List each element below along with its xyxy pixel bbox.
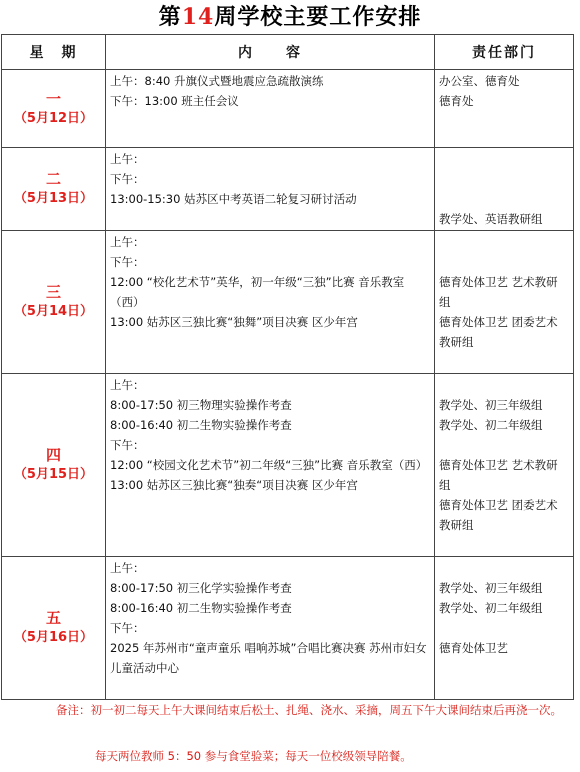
content-line: 下午： bbox=[110, 255, 145, 269]
dept-line: 德育处体卫艺 艺术教研组 bbox=[439, 458, 558, 492]
dept-cell bbox=[435, 148, 574, 231]
content-cell bbox=[106, 148, 435, 231]
dept-line: 教学处、初三年级组 bbox=[439, 581, 543, 595]
table-row bbox=[2, 231, 574, 374]
title-week-number: 14 bbox=[181, 4, 215, 30]
day-cell bbox=[2, 148, 106, 231]
day-cell bbox=[2, 231, 106, 374]
content-line: 8:00-16:40 初二生物实验操作考查 bbox=[110, 418, 292, 432]
dept-line: 德育处 bbox=[439, 94, 474, 108]
title-suffix: 周学校主要工作安排 bbox=[214, 4, 422, 30]
dept-cell bbox=[435, 231, 574, 374]
day-cell bbox=[2, 557, 106, 700]
schedule-table bbox=[1, 34, 574, 700]
content-line: 13:00-15:30 姑苏区中考英语二轮复习研讨活动 bbox=[110, 192, 357, 206]
date-label: （5月13日） bbox=[13, 191, 94, 206]
dept-line bbox=[439, 189, 569, 209]
content-line: 下午： bbox=[110, 438, 145, 452]
content-cell bbox=[106, 557, 435, 700]
dept-line: 教学处、初二年级组 bbox=[439, 601, 543, 615]
weekday-label: 一 bbox=[45, 89, 61, 108]
content-cell bbox=[106, 231, 435, 374]
content-line: 上午： bbox=[110, 378, 145, 392]
content-line: 上午： bbox=[110, 152, 145, 166]
dept-line bbox=[439, 169, 569, 189]
dept-cell bbox=[435, 374, 574, 557]
dept-line: 教学处、初二年级组 bbox=[439, 418, 543, 432]
dept-line bbox=[439, 375, 569, 395]
dept-line bbox=[439, 252, 569, 272]
header-dept: 责任部门 bbox=[435, 35, 574, 70]
dept-line: 教学处、初三年级组 bbox=[439, 398, 543, 412]
weekday-label: 五 bbox=[45, 609, 61, 627]
day-cell bbox=[2, 374, 106, 557]
content-line: 13:00 姑苏区三独比赛“独奏“项目决赛 区少年宫 bbox=[110, 478, 358, 492]
dept-line: 教学处、英语教研组 bbox=[439, 212, 543, 226]
dept-line bbox=[439, 149, 569, 169]
header-day: 星 期 bbox=[2, 35, 106, 70]
content-line: 上午： bbox=[110, 561, 145, 575]
content-line: 13:00 姑苏区三独比赛“独舞”项目决赛 区少年宫 bbox=[110, 315, 358, 329]
content-line: 下午： bbox=[110, 621, 145, 635]
content-line: 下午： bbox=[110, 172, 145, 186]
table-row bbox=[2, 557, 574, 700]
content-line: 8:00-17:50 初三化学实验操作考查 bbox=[110, 581, 292, 595]
content-line: 12:00 “校园文化艺术节”初二年级“三独”比赛 音乐教室（西） bbox=[110, 458, 428, 472]
date-label: （5月15日） bbox=[13, 467, 94, 482]
dept-line: 德育处体卫艺 艺术教研组 bbox=[439, 275, 558, 309]
day-cell bbox=[2, 70, 106, 148]
content-line: 8:00-16:40 初二生物实验操作考查 bbox=[110, 601, 292, 615]
content-line: 上午： bbox=[110, 235, 145, 249]
table-row bbox=[2, 148, 574, 231]
dept-line: 德育处体卫艺 团委艺术教研组 bbox=[439, 498, 558, 532]
weekday-label: 二 bbox=[45, 170, 61, 188]
dept-line bbox=[439, 558, 569, 578]
weekday-label: 四 bbox=[45, 446, 61, 464]
content-cell bbox=[106, 374, 435, 557]
dept-line: 德育处体卫艺 bbox=[439, 641, 508, 655]
dept-line: 德育处体卫艺 团委艺术教研组 bbox=[439, 315, 558, 349]
header-row bbox=[2, 35, 574, 70]
content-cell bbox=[106, 70, 435, 148]
note-duty: 每天两位教师 5：50 参与食堂验菜；每天一位校级领导陪餐。 bbox=[95, 749, 412, 763]
content-line: 上午：8:40 升旗仪式暨地震应急疏散演练 bbox=[110, 74, 324, 88]
note-remark: 备注：初一初二每天上午大课间结束后松土、扎绳、浇水、采摘，周五下午大课间结束后再浇一次。 bbox=[56, 703, 562, 717]
content-line: 2025 年苏州市“童声童乐 唱响苏城”合唱比赛决赛 苏州市妇女儿童活动中心 bbox=[110, 641, 427, 675]
dept-line bbox=[439, 232, 569, 252]
dept-line bbox=[439, 618, 569, 638]
title-prefix: 第 bbox=[158, 4, 182, 30]
table-row bbox=[2, 70, 574, 148]
date-label: （5月16日） bbox=[13, 630, 94, 645]
dept-cell bbox=[435, 557, 574, 700]
weekday-label: 三 bbox=[45, 283, 61, 301]
dept-cell bbox=[435, 70, 574, 148]
date-label: （5月14日） bbox=[13, 304, 94, 319]
content-line: 下午：13:00 班主任会议 bbox=[110, 94, 239, 108]
header-content: 内 容 bbox=[106, 35, 435, 70]
content-line: 8:00-17:50 初三物理实验操作考查 bbox=[110, 398, 292, 412]
dept-line: 办公室、德育处 bbox=[439, 74, 520, 88]
dept-line bbox=[439, 435, 569, 455]
table-row bbox=[2, 374, 574, 557]
content-line: 12:00 “校化艺术节”英华，初一年级“三独”比赛 音乐教室（西） bbox=[110, 275, 405, 309]
date-label: （5月12日） bbox=[13, 110, 94, 126]
page-title bbox=[0, 2, 580, 32]
